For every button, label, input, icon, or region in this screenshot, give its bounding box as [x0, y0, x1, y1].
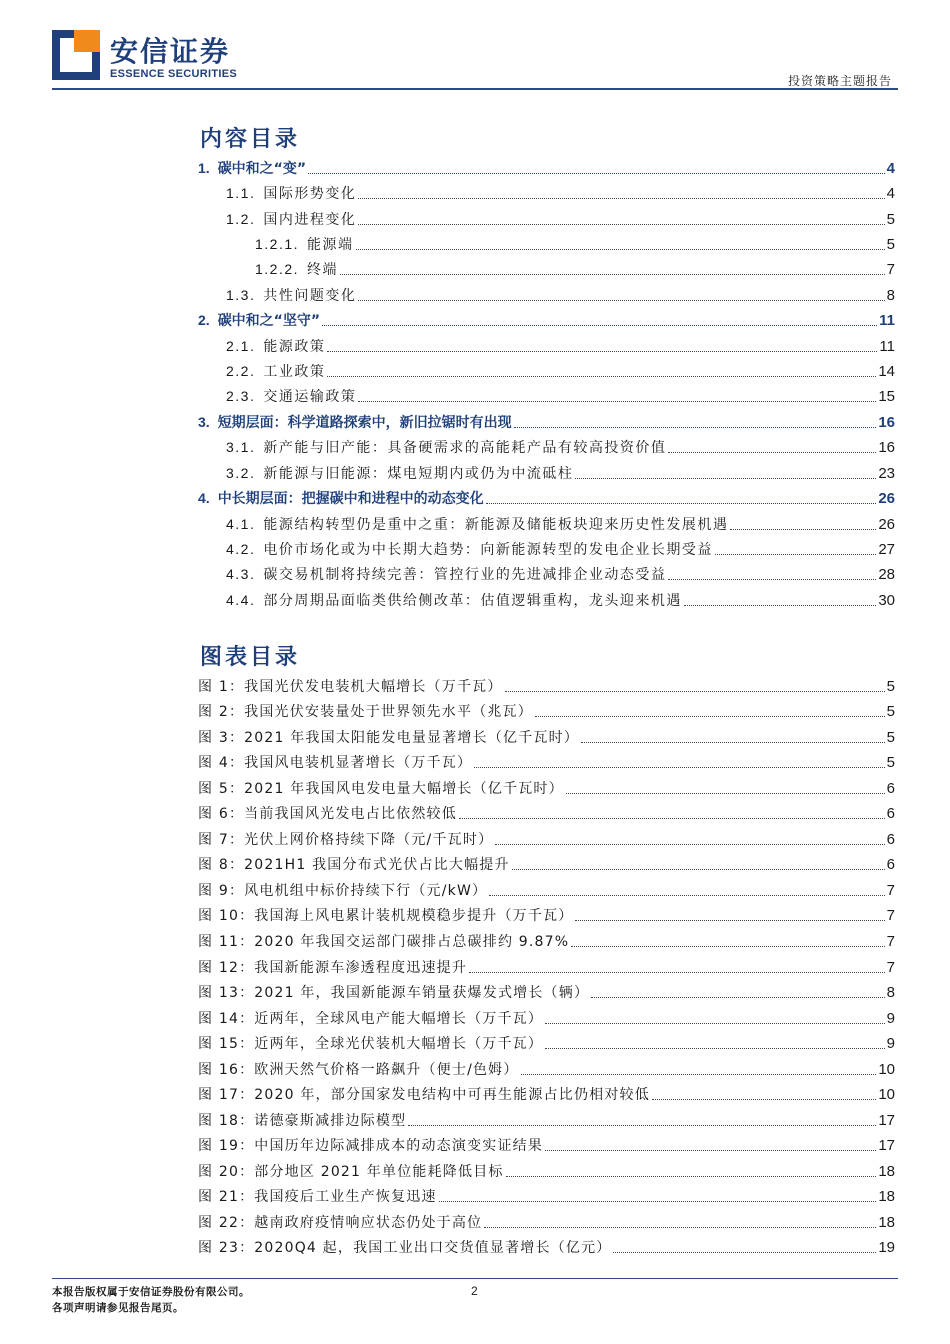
leader-dots: [652, 1099, 876, 1100]
toc-entry-number: 4.4.: [226, 592, 256, 608]
toc-entry-label: 中长期层面：把握碳中和进程中的动态变化: [217, 491, 484, 507]
leader-dots: [495, 844, 884, 845]
toc-entry-number: 1.3.: [226, 287, 256, 303]
toc-entry[interactable]: [198, 310, 895, 330]
toc-entry-number: 3.: [198, 414, 210, 430]
toc-entry[interactable]: [198, 336, 895, 356]
toc-entry-page: 4: [886, 160, 895, 177]
toc-entry[interactable]: [198, 386, 895, 406]
leader-dots: [575, 920, 884, 921]
figure-entry-page: 7: [886, 882, 895, 899]
leader-dots: [668, 452, 876, 453]
figure-entry-page: 7: [886, 933, 895, 950]
leader-dots: [668, 579, 876, 580]
leader-dots: [566, 793, 885, 794]
leader-dots: [571, 946, 884, 947]
toc-entry-label: 碳交易机制将持续完善：管控行业的先进减排企业动态受益: [263, 567, 667, 583]
figure-entry-label: 图 9：风电机组中标价持续下行（元/kW）: [198, 883, 488, 899]
toc-title: 内容目录: [200, 127, 301, 152]
figure-entry-label: 图 10：我国海上风电累计装机规模稳步提升（万千瓦）: [198, 908, 574, 924]
figure-entry-label: 图 7：光伏上网价格持续下降（元/千瓦时）: [198, 832, 494, 848]
toc-entry-number: 1.2.1.: [255, 236, 300, 252]
leader-dots: [358, 300, 884, 301]
toc-entry-number: 4.2.: [226, 541, 256, 557]
leader-dots: [469, 972, 885, 973]
toc-entry-label: 能源端: [307, 237, 354, 253]
figure-entry-page: 6: [886, 805, 895, 822]
header-divider: [52, 88, 898, 90]
toc-entry-label: 终端: [307, 262, 339, 278]
leader-dots: [356, 249, 885, 250]
leader-dots: [489, 895, 884, 896]
essence-logo-icon: [52, 30, 100, 80]
toc-entry[interactable]: [198, 590, 895, 610]
figure-entry[interactable]: [198, 676, 895, 696]
leader-dots: [581, 742, 885, 743]
figure-entry-label: 图 12：我国新能源车渗透程度迅速提升: [198, 960, 468, 976]
leader-dots: [591, 997, 885, 998]
toc-entry-label: 电价市场化或为中长期大趋势：向新能源转型的发电企业长期受益: [263, 542, 713, 558]
figure-entry-label: 图 23：2020Q4 起，我国工业出口交货值显著增长（亿元）: [198, 1240, 612, 1256]
figure-entry[interactable]: [198, 905, 895, 925]
toc-entry[interactable]: [198, 209, 895, 229]
figure-entry-page: 18: [878, 1214, 895, 1231]
figure-entry-label: 图 6：当前我国风光发电占比依然较低: [198, 806, 457, 822]
figure-entry-page: 5: [886, 754, 895, 771]
leader-dots: [535, 716, 885, 717]
leader-dots: [506, 1176, 877, 1177]
leader-dots: [358, 224, 884, 225]
toc-entry-page: 4: [886, 185, 895, 202]
figure-entry-page: 5: [886, 678, 895, 695]
toc-entry-page: 28: [878, 566, 895, 583]
toc-entry[interactable]: [198, 361, 895, 381]
figure-entry[interactable]: [198, 1161, 895, 1181]
toc-entry-number: 2.2.: [226, 363, 256, 379]
figure-entry-label: 图 3：2021 年我国太阳能发电量显著增长（亿千瓦时）: [198, 730, 580, 746]
toc-entry[interactable]: [198, 463, 895, 483]
toc-entry-label: 能源结构转型仍是重中之重：新能源及储能板块迎来历史性发展机遇: [263, 517, 729, 533]
report-type: 投资策略主题报告: [787, 74, 892, 88]
figure-entry-page: 7: [886, 959, 895, 976]
figure-entry-label: 图 2：我国光伏安装量处于世界领先水平（兆瓦）: [198, 704, 533, 720]
toc-entry-label: 新产能与旧产能：具备硬需求的高能耗产品有较高投资价值: [263, 440, 667, 456]
figure-entry-page: 10: [878, 1061, 895, 1078]
page-number: 2: [471, 1284, 478, 1298]
leader-dots: [514, 427, 877, 428]
figure-entry-label: 图 19：中国历年边际减排成本的动态演变实证结果: [198, 1138, 544, 1154]
toc-entry-number: 2.3.: [226, 388, 256, 404]
toc-entry-label: 部分周期品面临类供给侧改革：估值逻辑重构，龙头迎来机遇: [263, 593, 682, 609]
toc-entry-page: 11: [879, 338, 895, 355]
toc-entry[interactable]: [198, 564, 895, 584]
leader-dots: [521, 1074, 877, 1075]
figure-entry-page: 6: [886, 856, 895, 873]
figure-entry-label: 图 14：近两年，全球风电产能大幅增长（万千瓦）: [198, 1011, 544, 1027]
figure-entry[interactable]: [198, 1033, 895, 1053]
figure-entry-page: 9: [886, 1010, 895, 1027]
toc-entry-page: 8: [886, 287, 895, 304]
logo-english-name: ESSENCE SECURITIES: [110, 68, 238, 80]
toc-entry-page: 7: [886, 261, 895, 278]
toc-entry-label: 新能源与旧能源：煤电短期内或仍为中流砥柱: [263, 466, 574, 482]
figure-entry-label: 图 17：2020 年，部分国家发电结构中可再生能源占比仍相对较低: [198, 1087, 650, 1103]
toc-entry-label: 国际形势变化: [263, 186, 357, 202]
toc-entry-label: 交通运输政策: [263, 389, 357, 405]
figure-entry-label: 图 13：2021 年，我国新能源车销量获爆发式增长（辆）: [198, 985, 590, 1001]
figure-entry-label: 图 5：2021 年我国风电发电量大幅增长（亿千瓦时）: [198, 781, 564, 797]
figure-entry-label: 图 11：2020 年我国交运部门碳排占总碳排约 9.87%: [198, 934, 570, 950]
figures-list-title: 图表目录: [200, 645, 301, 670]
toc-entry-page: 15: [878, 388, 895, 405]
toc-entry-label: 国内进程变化: [263, 212, 357, 228]
figure-entry[interactable]: [198, 1084, 895, 1104]
figure-entry[interactable]: [198, 701, 895, 721]
toc-entry-page: 5: [886, 236, 895, 253]
figure-entry[interactable]: [198, 1110, 895, 1130]
toc-entry[interactable]: [198, 183, 895, 203]
leader-dots: [358, 401, 876, 402]
leader-dots: [486, 503, 877, 504]
toc-entry-page: 14: [878, 363, 895, 380]
figure-entry-page: 18: [878, 1163, 895, 1180]
figure-entry[interactable]: [198, 1186, 895, 1206]
toc-entry-label: 工业政策: [263, 364, 326, 380]
toc-entry[interactable]: [198, 285, 895, 305]
figure-entry[interactable]: [198, 1008, 895, 1028]
figure-entry[interactable]: [198, 1212, 895, 1232]
leader-dots: [439, 1201, 877, 1202]
toc-entry[interactable]: [198, 158, 895, 178]
toc-entry-page: 30: [878, 592, 895, 609]
toc-entry-label: 短期层面：科学道路探索中，新旧拉锯时有出现: [217, 415, 512, 431]
leader-dots: [322, 325, 877, 326]
leader-dots: [715, 554, 876, 555]
figure-entry-label: 图 16：欧洲天然气价格一路飙升（便士/色姆）: [198, 1062, 519, 1078]
leader-dots: [545, 1048, 885, 1049]
page-header: [0, 0, 950, 92]
figure-entry-page: 10: [878, 1086, 895, 1103]
figure-entry[interactable]: [198, 803, 895, 823]
toc-entry-label: 碳中和之“变”: [217, 161, 307, 177]
figure-entry-page: 5: [886, 703, 895, 720]
toc-entry[interactable]: [198, 514, 895, 534]
figure-entry-label: 图 15：近两年，全球光伏装机大幅增长（万千瓦）: [198, 1036, 544, 1052]
figure-entry[interactable]: [198, 778, 895, 798]
toc-entry-page: 5: [886, 211, 895, 228]
toc-entry-number: 3.1.: [226, 439, 256, 455]
toc-entry-number: 2.: [198, 312, 210, 328]
leader-dots: [545, 1023, 885, 1024]
toc-entry-number: 3.2.: [226, 465, 256, 481]
figure-entry[interactable]: [198, 727, 895, 747]
figure-entry-page: 6: [886, 780, 895, 797]
toc-entry-number: 1.: [198, 160, 210, 176]
figure-entry[interactable]: [198, 1135, 895, 1155]
leader-dots: [459, 818, 885, 819]
toc-entry-number: 4.3.: [226, 566, 256, 582]
leader-dots: [484, 1227, 876, 1228]
leader-dots: [358, 198, 884, 199]
toc-entry-number: 1.2.2.: [255, 261, 300, 277]
figure-entry[interactable]: [198, 880, 895, 900]
toc-entry-number: 4.: [198, 490, 210, 506]
figure-entry-label: 图 18：诺德豪斯减排边际模型: [198, 1113, 407, 1129]
leader-dots: [308, 173, 885, 174]
figure-entry-label: 图 21：我国疫后工业生产恢复迅速: [198, 1189, 437, 1205]
toc-entry-number: 4.1.: [226, 516, 256, 532]
toc-entry-label: 能源政策: [263, 339, 326, 355]
copyright-notice: 本报告版权属于安信证券股份有限公司。: [52, 1286, 250, 1298]
toc-entry-label: 共性问题变化: [263, 288, 357, 304]
leader-dots: [340, 274, 885, 275]
figure-entry-page: 17: [878, 1112, 895, 1129]
leader-dots: [613, 1252, 876, 1253]
leader-dots: [408, 1125, 876, 1126]
figure-entry-label: 图 20：部分地区 2021 年单位能耗降低目标: [198, 1164, 504, 1180]
figure-entry[interactable]: [198, 854, 895, 874]
toc-entry-page: 27: [878, 541, 895, 558]
toc-entry-page: 16: [878, 414, 895, 431]
toc-entry[interactable]: [198, 259, 895, 279]
figure-entry-page: 18: [878, 1188, 895, 1205]
toc-entry-number: 1.1.: [226, 185, 256, 201]
leader-dots: [474, 767, 884, 768]
figure-entry-label: 图 4：我国风电装机显著增长（万千瓦）: [198, 755, 473, 771]
toc-entry-page: 11: [879, 312, 895, 329]
figure-entry[interactable]: [198, 931, 895, 951]
toc-entry[interactable]: [198, 437, 895, 457]
figure-entry[interactable]: [198, 957, 895, 977]
logo-chinese-name: 安信证券: [110, 35, 231, 68]
figure-entry[interactable]: [198, 1059, 895, 1079]
leader-dots: [575, 478, 876, 479]
leader-dots: [545, 1150, 876, 1151]
toc-entry[interactable]: [198, 234, 895, 254]
leader-dots: [327, 351, 877, 352]
figure-entry[interactable]: [198, 829, 895, 849]
figure-entry-page: 6: [886, 831, 895, 848]
figure-entry[interactable]: [198, 752, 895, 772]
disclaimer-notice: 各项声明请参见报告尾页。: [52, 1302, 184, 1314]
leader-dots: [327, 376, 876, 377]
leader-dots: [684, 605, 876, 606]
toc-entry-label: 碳中和之“坚守”: [217, 313, 321, 329]
figure-entry[interactable]: [198, 982, 895, 1002]
toc-entry-number: 1.2.: [226, 211, 256, 227]
footer-divider: [52, 1278, 898, 1279]
figure-entry-page: 5: [886, 729, 895, 746]
toc-entry-page: 26: [878, 490, 895, 507]
figure-entry-page: 17: [878, 1137, 895, 1154]
toc-entry-page: 16: [878, 439, 895, 456]
figure-entry-page: 9: [886, 1035, 895, 1052]
toc-entry[interactable]: [198, 539, 895, 559]
figure-entry-label: 图 22：越南政府疫情响应状态仍处于高位: [198, 1215, 483, 1231]
leader-dots: [730, 529, 876, 530]
toc-entry-page: 23: [878, 465, 895, 482]
figure-entry[interactable]: [198, 1237, 895, 1257]
figure-entry-label: 图 1：我国光伏发电装机大幅增长（万千瓦）: [198, 679, 503, 695]
toc-entry[interactable]: [198, 412, 895, 432]
leader-dots: [505, 691, 885, 692]
toc-entry-page: 26: [878, 516, 895, 533]
figure-entry-page: 19: [878, 1239, 895, 1256]
figure-entry-page: 7: [886, 907, 895, 924]
toc-entry[interactable]: [198, 488, 895, 508]
figure-entry-label: 图 8：2021H1 我国分布式光伏占比大幅提升: [198, 857, 510, 873]
toc-entry-number: 2.1.: [226, 338, 256, 354]
leader-dots: [512, 869, 885, 870]
figure-entry-page: 8: [886, 984, 895, 1001]
